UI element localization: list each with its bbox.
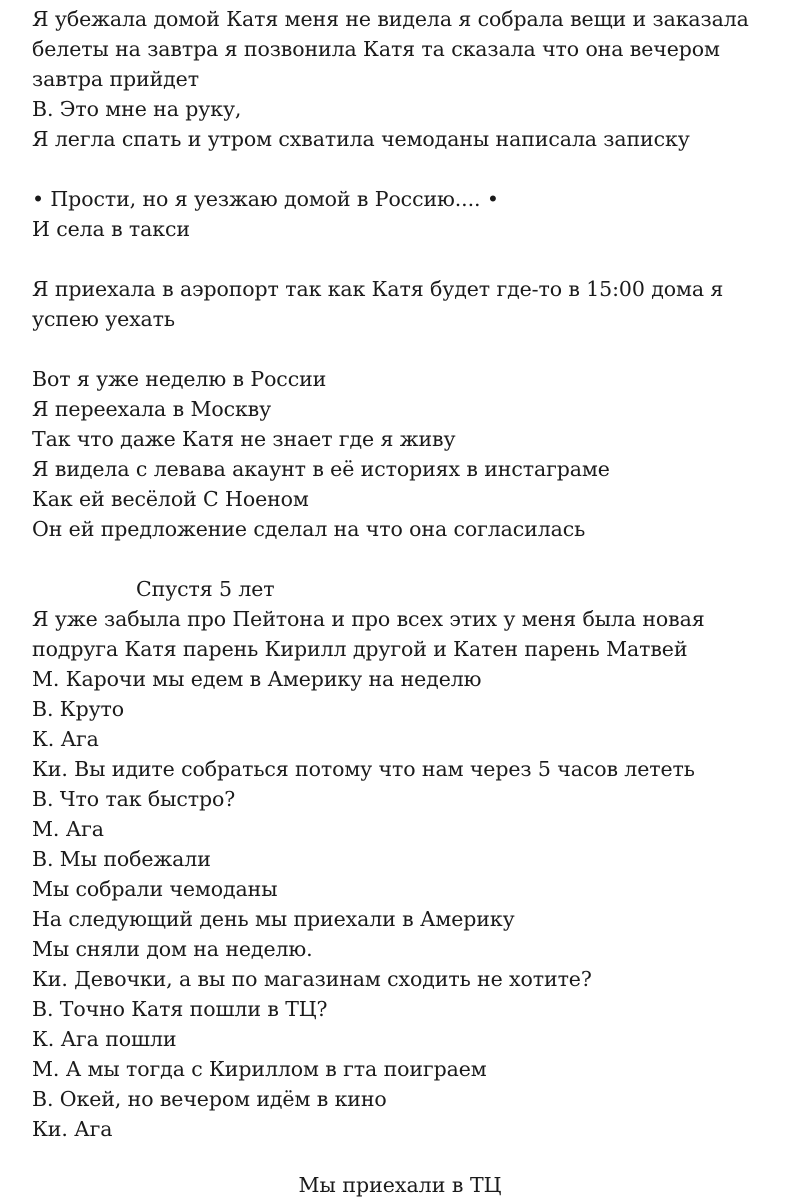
dialogue-line: К. Ага пошли: [32, 1027, 177, 1051]
closing-heading: Мы приехали в ТЦ: [298, 1173, 502, 1197]
dialogue-line: Ки. Вы идите собраться потому что нам через 5 часов лететь: [32, 757, 695, 781]
text-line: Мы собрали чемоданы: [32, 877, 278, 901]
note-line: • Прости, но я уезжаю домой в Россию.... •: [32, 187, 499, 211]
text-line: Мы сняли дом на неделю.: [32, 937, 313, 961]
text-line: белеты на завтра я позвонила Катя та сказала что она вечером: [32, 37, 720, 61]
dialogue-line: М. Карочи мы едем в Америку на неделю: [32, 667, 482, 691]
dialogue-line: В. Что так быстро?: [32, 787, 236, 811]
section-heading: Спустя 5 лет: [136, 577, 275, 601]
text-line: Я убежала домой Катя меня не видела я собрала вещи и заказала: [32, 7, 749, 31]
dialogue-line: В. Окей, но вечером идём в кино: [32, 1087, 387, 1111]
paragraph-gap: [32, 544, 772, 574]
text-line: И села в такси: [32, 217, 190, 241]
dialogue-line: В. Круто: [32, 697, 125, 721]
paragraph-gap: [32, 334, 772, 364]
text-line: Я приехала в аэропорт так как Катя будет где-то в 15:00 дома я: [32, 277, 724, 301]
text-line: Как ей весёлой С Ноеном: [32, 487, 309, 511]
text-line: На следующий день мы приехали в Америку: [32, 907, 515, 931]
text-line: Так что даже Катя не знает где я живу: [32, 427, 456, 451]
text-line: подруга Катя парень Кирилл другой и Катен парень Матвей: [32, 637, 688, 661]
dialogue-line: М. Ага: [32, 817, 104, 841]
paragraph-gap: [32, 154, 772, 184]
story-text: [32, 4, 772, 1144]
text-line: Я легла спать и утром схватила чемоданы написала записку: [32, 127, 690, 151]
text-line: Он ей предложение сделал на что она согласилась: [32, 517, 586, 541]
text-line: В. Это мне на руку,: [32, 97, 242, 121]
text-line: завтра прийдет: [32, 67, 199, 91]
dialogue-line: В. Мы побежали: [32, 847, 211, 871]
dialogue-line: В. Точно Катя пошли в ТЦ?: [32, 997, 328, 1021]
dialogue-line: Ки. Ага: [32, 1117, 113, 1141]
text-line: Я видела с левава акаунт в её историях в инстаграме: [32, 457, 610, 481]
text-line: успею уехать: [32, 307, 175, 331]
dialogue-line: К. Ага: [32, 727, 99, 751]
text-line: Вот я уже неделю в России: [32, 367, 327, 391]
paragraph-gap: [32, 244, 772, 274]
dialogue-line: М. А мы тогда с Кириллом в гта поиграем: [32, 1057, 487, 1081]
text-line: Я уже забыла про Пейтона и про всех этих у меня была новая: [32, 607, 705, 631]
text-line: Я переехала в Москву: [32, 397, 272, 421]
dialogue-line: Ки. Девочки, а вы по магазинам сходить не хотите?: [32, 967, 592, 991]
